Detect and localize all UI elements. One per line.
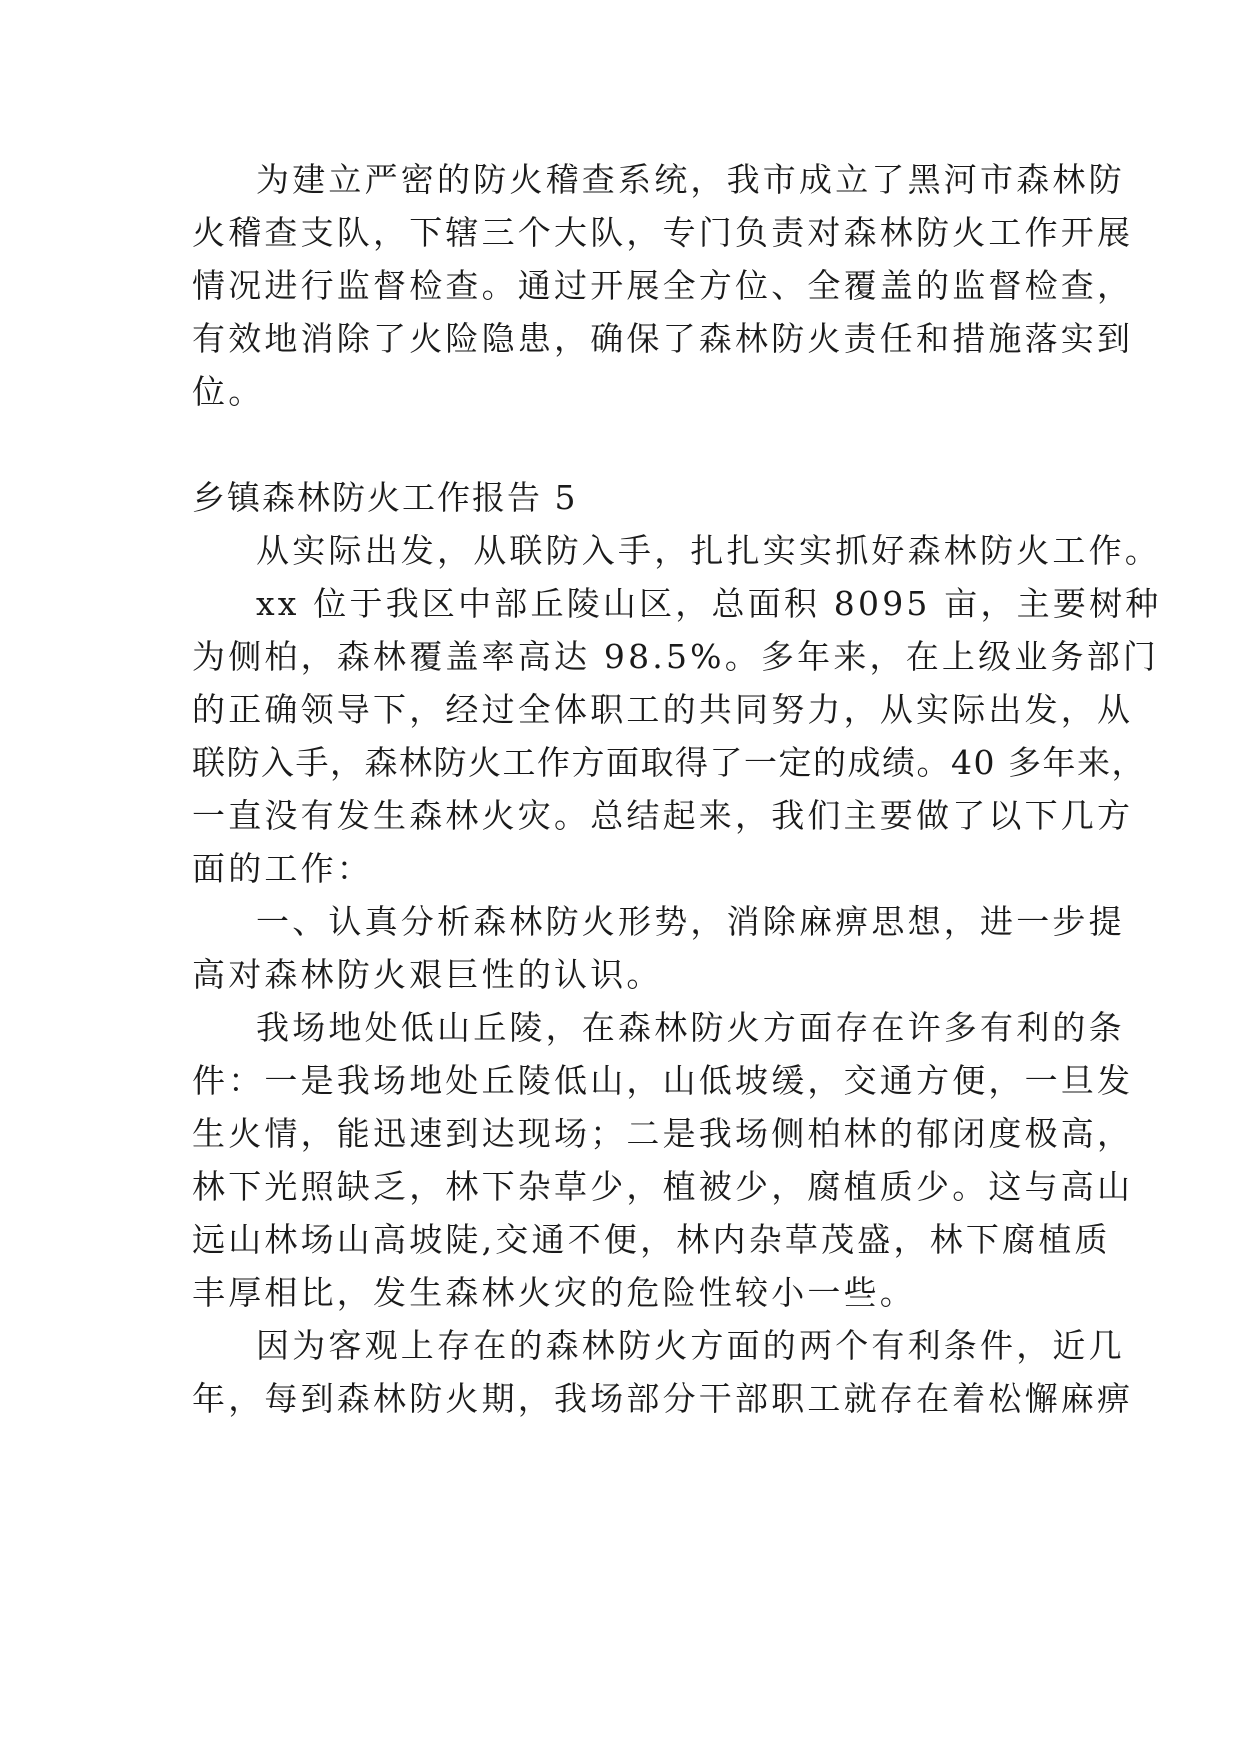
paragraph-line: 有效地消除了火险隐患，确保了森林防火责任和措施落实到: [192, 319, 1134, 358]
paragraph-line: 一、认真分析森林防火形势，消除麻痹思想，进一步提: [256, 902, 1125, 941]
paragraph-line: 生火情，能迅速到达现场；二是我场侧柏林的郁闭度极高，: [192, 1114, 1134, 1153]
paragraph-line: 情况进行监督检查。通过开展全方位、全覆盖的监督检查，: [192, 266, 1134, 305]
paragraph-line: 的正确领导下，经过全体职工的共同努力，从实际出发，从: [192, 690, 1134, 729]
paragraph-line: 年，每到森林防火期，我场部分干部职工就存在着松懈麻痹: [192, 1379, 1134, 1418]
paragraph-line: 我场地处低山丘陵，在森林防火方面存在许多有利的条: [256, 1008, 1125, 1047]
paragraph-line: 丰厚相比，发生森林火灾的危险性较小一些。: [192, 1273, 916, 1312]
paragraph-line: 位。: [192, 372, 265, 411]
paragraph-line: xx 位于我区中部丘陵山区，总面积 8095 亩，主要树种: [256, 584, 1162, 623]
section-heading: 乡镇森林防火工作报告 5: [192, 478, 578, 517]
paragraph-line: 一直没有发生森林火灾。总结起来，我们主要做了以下几方: [192, 796, 1134, 835]
paragraph-line: 从实际出发，从联防入手，扎扎实实抓好森林防火工作。: [256, 531, 1161, 570]
paragraph-line: 远山林场山高坡陡,交通不便，林内杂草茂盛，林下腐植质: [192, 1220, 1111, 1259]
paragraph-line: 面的工作：: [192, 849, 373, 888]
paragraph-line: 为侧柏，森林覆盖率高达 98.5%。多年来，在上级业务部门: [192, 637, 1160, 676]
paragraph-line: 为建立严密的防火稽查系统，我市成立了黑河市森林防: [256, 160, 1125, 199]
paragraph-line: 联防入手，森林防火工作方面取得了一定的成绩。40 多年来，: [192, 743, 1146, 782]
paragraph-line: 件：一是我场地处丘陵低山，山低坡缓，交通方便，一旦发: [192, 1061, 1134, 1100]
paragraph-line: 火稽查支队，下辖三个大队，专门负责对森林防火工作开展: [192, 213, 1134, 252]
paragraph-line: 高对森林防火艰巨性的认识。: [192, 955, 663, 994]
paragraph-line: 因为客观上存在的森林防火方面的两个有利条件，近几: [256, 1326, 1125, 1365]
paragraph-line: 林下光照缺乏，林下杂草少，植被少，腐植质少。这与高山: [192, 1167, 1134, 1206]
